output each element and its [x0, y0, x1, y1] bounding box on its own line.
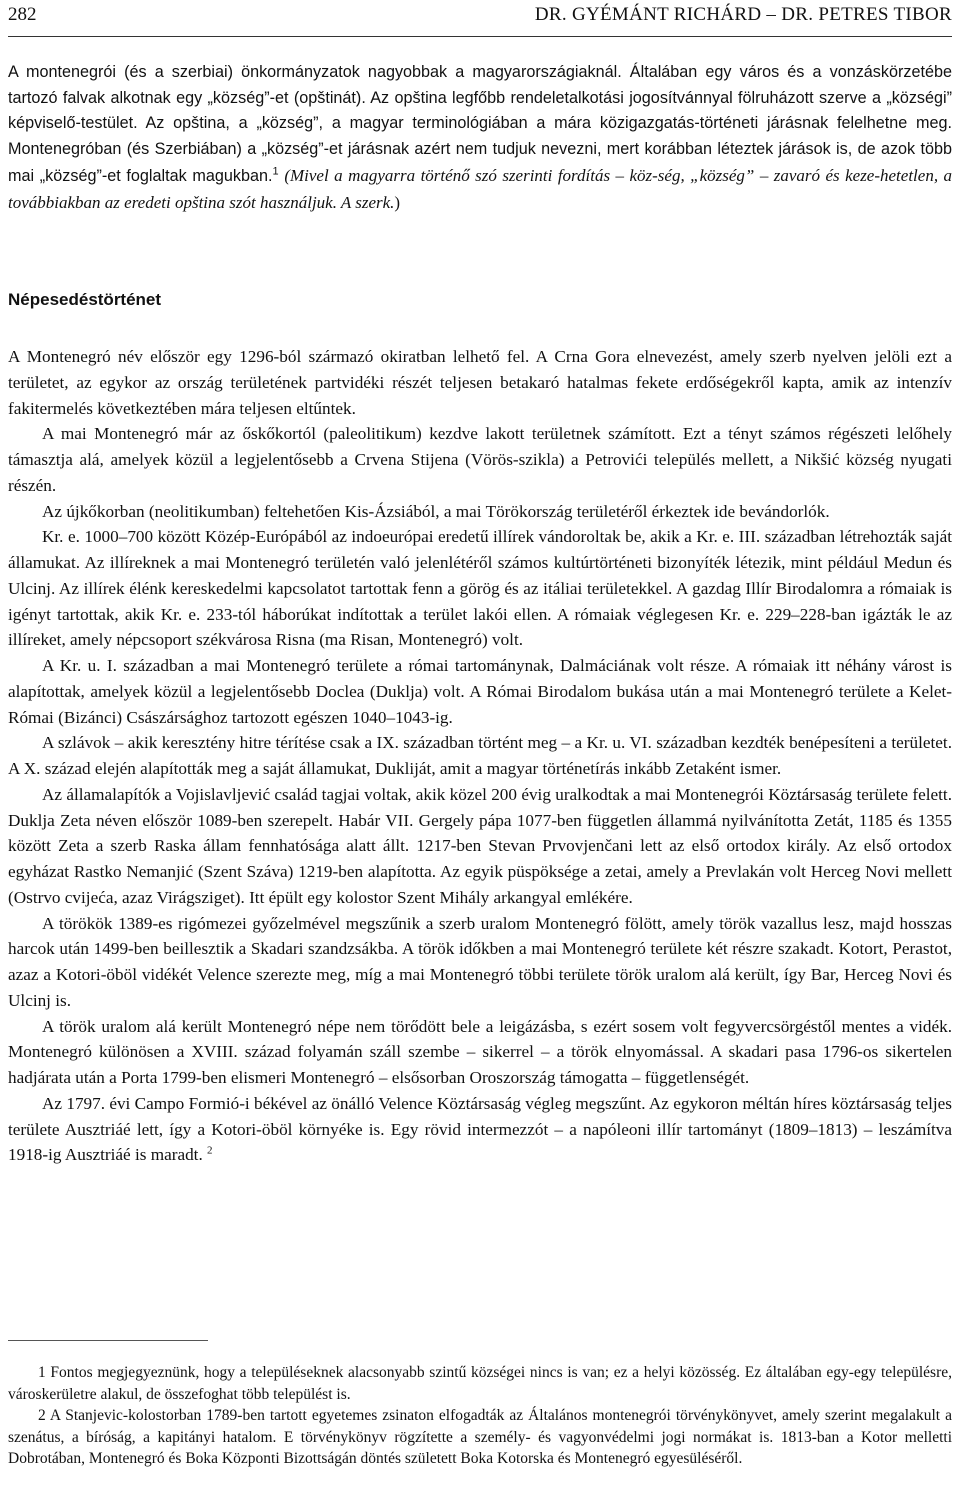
footnote-2: 2 A Stanjevic-kolostorban 1789-ben tartott egyetemes zsinaton elfogadták az Általános montenegrói törvénykönyvet, amely szerint megalakult a szenátus, a bíróság, a kapitányi hatalom. E törvénykönyv rögzítette a személy- és vagyonvédelmi jogi normákat is. 1813-ban a Kotor melletti Dobrotában, Montenegró és Boka Központi Bizottságán döntés született Boka Kotorska és Montenegró egyesüléséről. — [8, 1407, 952, 1467]
body-paragraph-10-text: Az 1797. évi Campo Formió-i békével az önálló Velence Köztársaság végleg megszűnt. Az egykoron méltán híres köztársaság teljes területe Ausztriáé lett, így a Kotori-öböl környéke is. Egy rövid intermezzót – a napóleoni illír tartományt (1809–1813) – leszámítva 1918-ig Ausztriáé is maradt. — [8, 1093, 952, 1165]
editor-note-text: (Mivel a magyarra történő szó szerinti fordítás – köz-ség, „község” – zavaró és keze-hetetlen, a továbbiakban az eredeti opština szót használjuk. A szerk. — [8, 165, 953, 212]
body-paragraph-7: Az államalapítók a Vojislavljević család tagjai voltak, akik közel 200 évig uralkodtak a mai Montenegrói Köztársaság területe felett. Duklja Zeta néven először 1089-ben szerepelt. Habár VII. Gergely pápa 1077-ben független állammá nyilvánította Zetát, 1185 és 1355 között Zeta a szerb Raska állam fennhatósága alatt állt. 1217-ben Stevan Prvovjenčani lett az első ortodox király. Az első ortodox egyházat Rastko Nemanjić (Szent Száva) 1219-ben alapította. Az egyik püspöksége a zetai, amely a Prevlakán volt Herceg Novi mellett (Ostrvo cvijeća, azaz Virágsziget). Itt épült egy kolostor Szent Mihály arkangyal emlékére. — [8, 784, 952, 907]
page-number: 282 — [8, 4, 37, 25]
footnotes — [8, 1362, 952, 1470]
body-paragraph-2: A mai Montenegró már az őskőkortól (paleolitikum) kezdve lakott területnek számított. Ezt a tényt számos régészeti lelőhely támasztja alá, amelyek közül a legjelentősebb a Crvena Stijena (Vörös-szikla) a Petrovići település mellett, a Nikšić község nyugati részén. — [8, 424, 952, 495]
editor-note-close: ) — [394, 192, 401, 212]
header-rule — [8, 36, 952, 37]
body-text — [8, 344, 952, 1168]
intro-text: A montenegrói (és a szerbiai) önkormányzatok nagyobbak a magyarországiaknál. Általában egy város és a vonzáskörzetébe tartozó falvak alkotnak egy „község”-et (opštinát). Az opština legfőbb rendeletalkotási jogosítvánnyal fölruházott szerve a „községi” képviselő-testület. Az opština, a „község”, a magyar terminológiában a mára közigazgatás-történeti járásnak felelhetne meg. Montenegróban (és Szerbiában) a „község”-et járásnak azért nem tudjuk nevezni, mert korábban léteztek járások is, de azok több mai „község”-et foglaltak magukban. — [8, 63, 952, 185]
body-paragraph-10 — [8, 1091, 952, 1168]
body-paragraph-5: A Kr. u. I. században a mai Montenegró területe a római tartománynak, Dalmáciának volt része. A rómaiak itt néhány várost is alapítottak, amelyek közül a legjelentősebb Doclea (Duklja) volt. A Római Birodalom bukása után a mai Montenegró területe a Kelet-Római (Bizánci) Császársághoz tartozott egészen 1040–1043-ig. — [8, 656, 952, 727]
body-paragraph-4: Kr. e. 1000–700 között Közép-Európából az indoeurópai eredetű illírek vándoroltak be, akik a Kr. e. III. században létrehozták saját államukat. Az illíreknek a mai Montenegró területén való jelenlétéről számos kultúrtörténeti bizonyíték létezik, mint például Medun és Ulcinj. Az illírek élénk kereskedelmi kapcsolatot tartottak fenn a görög és az itáliai területekkel. A gazdag Illír Birodalomra a rómaiak is igényt tartottak, akik Kr. e. 233-tól háborúkat indítottak a terület lakói ellen. A rómaiak véglegesen Kr. e. 229–228-ban igázták le az illíreket, amely népcsoport székvárosa Risna (ma Risan, Montenegró) volt. — [8, 527, 952, 650]
page-header — [8, 4, 952, 34]
section-title: Népesedéstörténet — [8, 290, 162, 309]
intro-block — [8, 60, 952, 216]
intro-paragraph — [8, 60, 952, 216]
running-head: DR. GYÉMÁNT RICHÁRD – DR. PETRES TIBOR — [534, 4, 952, 25]
footnote-1: 1 Fontos megjegyeznünk, hogy a településeknek alacsonyabb szintű községei nincs is van; ez a helyi közösség. Ez általában egy-egy településre, városkerületre alakul, de összefoghat több települést is. — [8, 1364, 952, 1403]
body-paragraph-1: A Montenegró név először egy 1296-ból származó okiratban lelhető fel. A Crna Gora elnevezést, amely szerb nyelven jelöli ezt a területet, az egykor az ország területének partvidéki részét teljesen betakaró hatalmas fekete erdőségekről kapta, amik az intenzív fakitermelés következtében mára teljesen eltűntek. — [8, 347, 952, 418]
body-paragraph-3: Az újkőkorban (neolitikumban) feltehetően Kis-Ázsiából, a mai Törökország területéről érkeztek ide bevándorlók. — [42, 501, 830, 521]
footnote-rule — [8, 1340, 208, 1341]
footnote-ref-1[interactable]: 1 — [272, 165, 279, 178]
body-paragraph-8: A törökök 1389-es rigómezei győzelmével megszűnik a szerb uralom Montenegró fölött, amely török vazallus lesz, majd hosszas harcok után 1499-ben beillesztik a Skadari szandzsákba. A török időkben a mai Montenegró területe két részre szakadt. Kotort, Perastot, azaz a Kotori-öböl vidékét Velence szerezte meg, míg a mai Montenegró többi területe török uralom alá került, így Bar, Herceg Novi és Ulcinj is. — [8, 913, 952, 1010]
body-paragraph-9: A török uralom alá került Montenegró népe nem törődött bele a leigázásba, s ezért sosem volt fegyvercsörgéstől mentes a vidék. Montenegró különösen a XVIII. század folyamán száll szembe – sikerrel – a török elnyomással. A skadari pasa 1796-os sikertelen hadjárata után a Porta 1799-ben elismeri Montenegró – elsősorban Oroszország támogatta – függetlenségét. — [8, 1016, 952, 1087]
footnote-ref-2[interactable]: 2 — [207, 1144, 213, 1157]
body-paragraph-6: A szlávok – akik keresztény hitre térítése csak a IX. században történt meg – a Kr. u. VI. században kezdték benépesíteni a területet. A X. század elején alapították meg a saját államukat, Dukliját, amit a magyar történetírás inkább Zetaként ismer. — [8, 733, 952, 778]
